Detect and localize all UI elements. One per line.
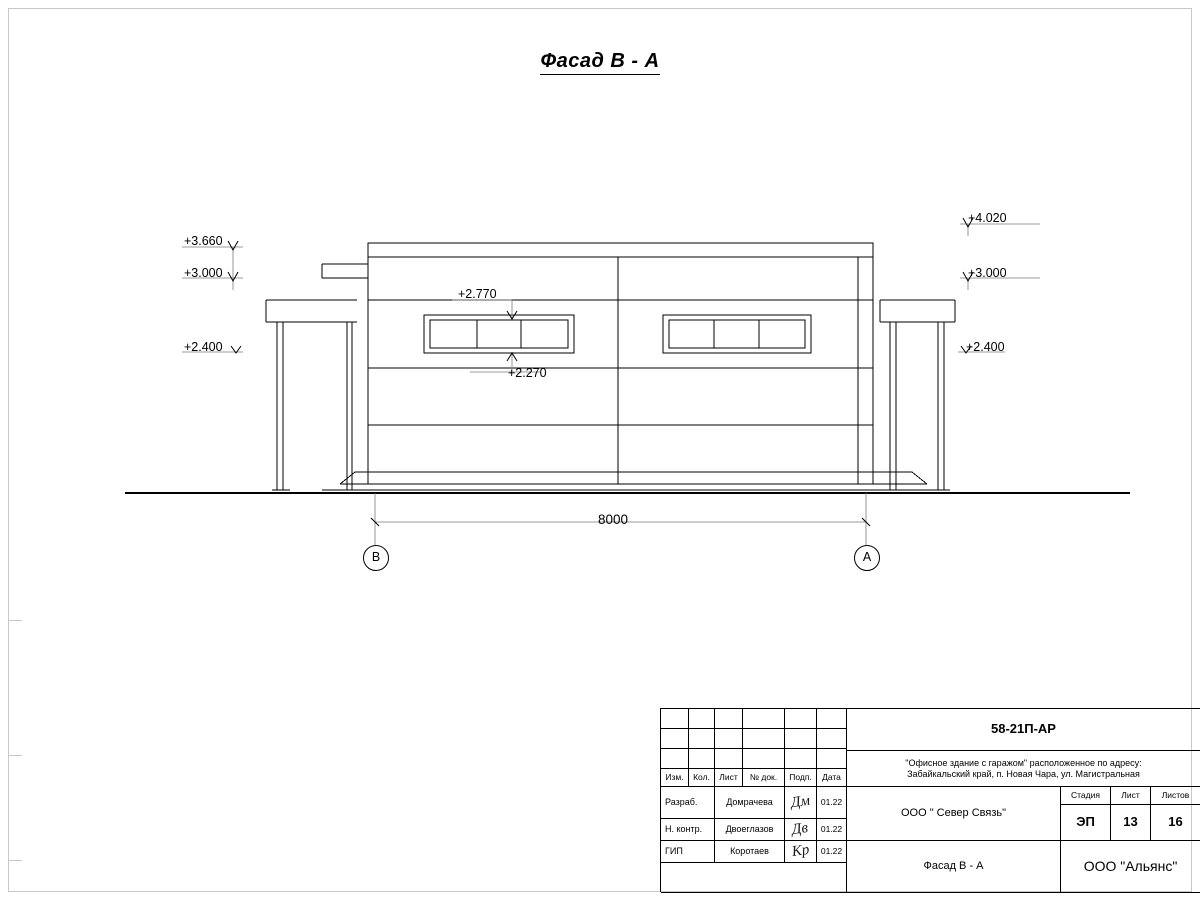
stamp-doc-code: 58-21П-АР (847, 709, 1200, 751)
left-margin-line (8, 620, 9, 892)
level-label-right-3: +2.400 (966, 340, 1005, 354)
stamp-blank (661, 749, 689, 769)
stamp-blank (715, 749, 743, 769)
stamp-sheet-header: Лист (1111, 787, 1151, 805)
title-block (660, 708, 1200, 892)
left-margin-tick (8, 860, 22, 861)
stamp-role-3: ГИП (661, 841, 715, 863)
stamp-object-description (847, 751, 1200, 787)
stamp-signature-1 (785, 787, 817, 819)
stamp-blank (817, 709, 847, 729)
stamp-blank (785, 709, 817, 729)
stamp-stage-value: ЭП (1061, 805, 1111, 841)
stamp-header-list: Лист (715, 769, 743, 787)
axis-bubble-a: А (854, 545, 880, 571)
stamp-blank (689, 709, 715, 729)
stamp-sheets-total-header: Листов (1151, 787, 1200, 805)
level-label-window-top: +2.770 (458, 287, 497, 301)
stamp-date-1: 01.22 (817, 787, 847, 819)
stamp-date-3: 01.22 (817, 841, 847, 863)
level-label-left-3: +2.400 (184, 340, 223, 354)
axis-bubble-b: В (363, 545, 389, 571)
level-label-left-2: +3.000 (184, 266, 223, 280)
signature-mark: Дв (791, 819, 810, 838)
stamp-sheets-total-value: 16 (1151, 805, 1200, 841)
stamp-header-kol: Кол. (689, 769, 715, 787)
stamp-stage-header: Стадия (1061, 787, 1111, 805)
left-margin-tick (8, 755, 22, 756)
stamp-company: ООО "Альянс" (1061, 841, 1200, 893)
page-title-text: Фасад В - А (540, 50, 659, 75)
stamp-object-line2: Забайкальский край, п. Новая Чара, ул. Магистральная (907, 768, 1140, 779)
stamp-blank (661, 709, 689, 729)
level-label-window-bottom: +2.270 (508, 366, 547, 380)
stamp-object-line1: "Офисное здание с гаражом" расположенное по адресу: (905, 758, 1142, 769)
stamp-blank (661, 729, 689, 749)
dimension-overall-label: 8000 (598, 512, 629, 527)
stamp-sheet-name: Фасад В - А (847, 841, 1061, 893)
level-label-right-1: +4.020 (968, 211, 1007, 225)
stamp-name-1: Домрачева (715, 787, 785, 819)
stamp-blank (785, 749, 817, 769)
stamp-blank (743, 729, 785, 749)
stamp-blank (785, 729, 817, 749)
stamp-signature-3 (785, 841, 817, 863)
level-label-right-2: +3.000 (968, 266, 1007, 280)
stamp-header-data: Дата (817, 769, 847, 787)
stamp-header-podp: Подп. (785, 769, 817, 787)
stamp-blank (743, 709, 785, 729)
level-label-left-1: +3.660 (184, 234, 223, 248)
stamp-signature-2 (785, 819, 817, 841)
stamp-role-2: Н. контр. (661, 819, 715, 841)
stamp-blank (715, 709, 743, 729)
signature-mark: Дм (789, 792, 811, 812)
stamp-sheet-value: 13 (1111, 805, 1151, 841)
stamp-date-2: 01.22 (817, 819, 847, 841)
stamp-blank (689, 749, 715, 769)
stamp-role-1: Разраб. (661, 787, 715, 819)
stamp-header-izm: Изм. (661, 769, 689, 787)
stamp-blank (817, 749, 847, 769)
stamp-header-ndoc: № док. (743, 769, 785, 787)
stamp-blank-bottom (661, 863, 847, 893)
stamp-name-2: Двоеглазов (715, 819, 785, 841)
stamp-blank (715, 729, 743, 749)
stamp-organization: ООО " Север Связь" (847, 787, 1061, 841)
stamp-blank (743, 749, 785, 769)
stamp-name-3: Коротаев (715, 841, 785, 863)
stamp-blank (689, 729, 715, 749)
signature-mark: Кр (790, 841, 811, 861)
stamp-blank (817, 729, 847, 749)
